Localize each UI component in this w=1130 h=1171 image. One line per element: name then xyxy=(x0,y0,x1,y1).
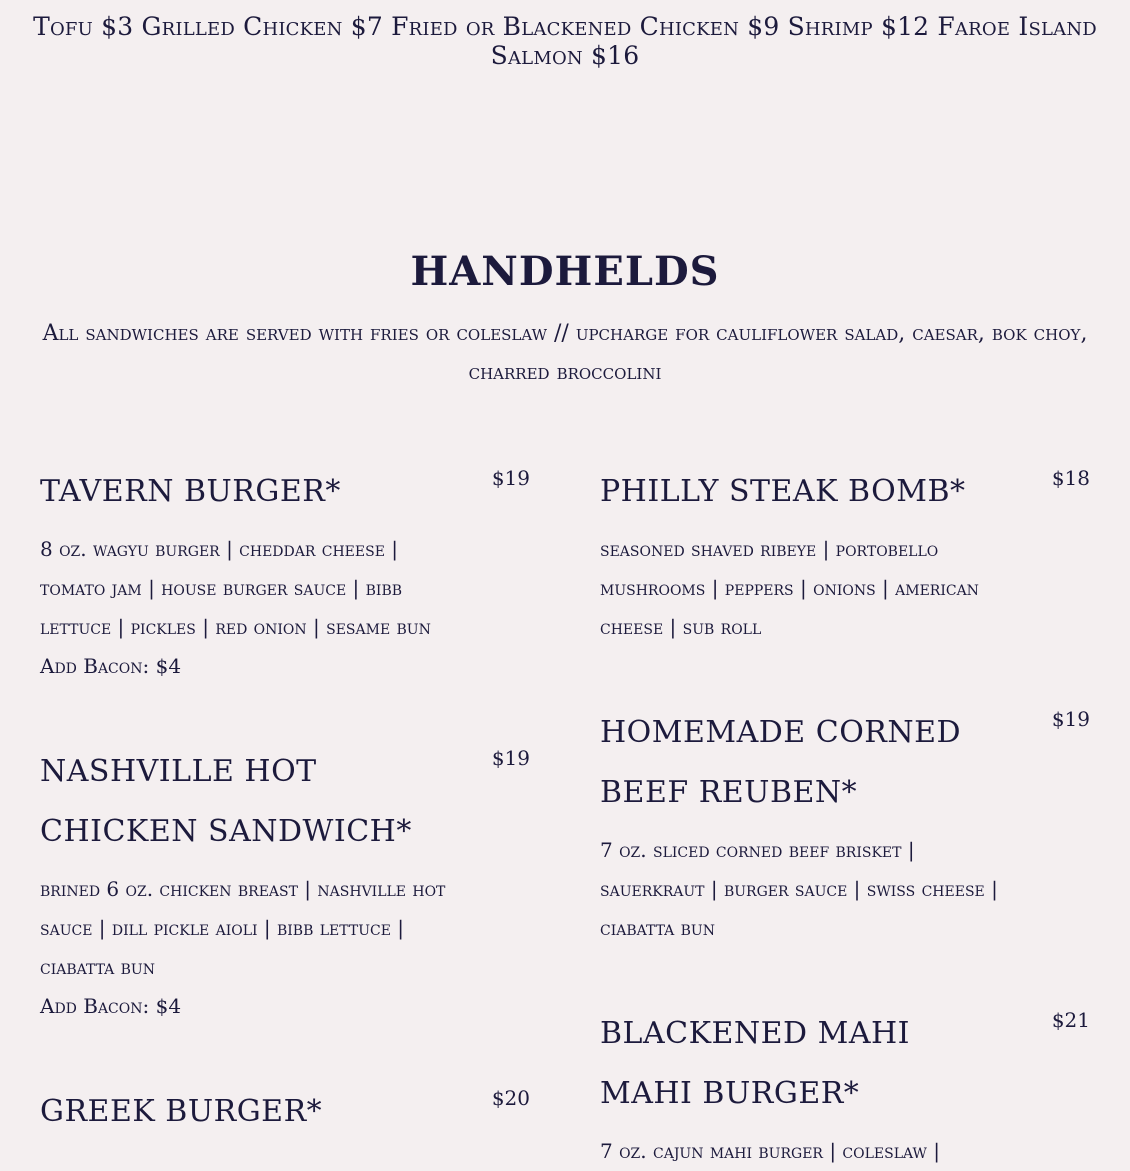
item-name: GREEK BURGER* xyxy=(40,1094,323,1129)
item-price: $18 xyxy=(1051,466,1090,490)
item-price: $21 xyxy=(1051,1008,1090,1032)
menu-item-blackened-mahi-mahi-burger xyxy=(600,1004,1090,1171)
item-name: NASHVILLE HOT CHICKEN SANDWICH* xyxy=(40,754,412,849)
item-price: $19 xyxy=(1051,707,1090,731)
menu-item-greek-burger xyxy=(40,1082,530,1142)
item-price: $19 xyxy=(491,466,530,490)
menu-item-philly-steak-bomb xyxy=(600,462,1090,647)
item-addon: Add Bacon: $4 xyxy=(40,994,182,1018)
item-description: 7 oz. cajun mahi burger | coleslaw | xyxy=(600,1139,941,1163)
menu-column-left xyxy=(40,462,530,1142)
protein-addons-line: Tofu $3 Grilled Chicken $7 Fried or Blackened Chicken $9 Shrimp $12 Faroe Island Salmon $16 xyxy=(33,12,1097,70)
item-name: TAVERN BURGER* xyxy=(40,474,341,509)
item-name: BLACKENED MAHI MAHI BURGER* xyxy=(600,1016,911,1111)
item-description: 8 oz. wagyu burger | cheddar cheese | tomato jam | house burger sauce | bibb lettuce | pickles | red onion | sesame bun xyxy=(40,537,431,639)
menu-column-right xyxy=(600,462,1090,1171)
section-title: HANDHELDS xyxy=(410,248,720,295)
item-description: 7 oz. sliced corned beef brisket | sauerkraut | burger sauce | swiss cheese | ciabatta bun xyxy=(600,838,998,940)
item-description: brined 6 oz. chicken breast | nashville hot sauce | dill pickle aioli | bibb lettuce | ciabatta bun xyxy=(40,877,446,979)
item-name: HOMEMADE CORNED BEEF REUBEN* xyxy=(600,715,962,810)
menu-item-corned-beef-reuben xyxy=(600,703,1090,948)
item-addon: Add Bacon: $4 xyxy=(40,654,182,678)
item-name: PHILLY STEAK BOMB* xyxy=(600,474,966,509)
section-note: All sandwiches are served with fries or coleslaw // upcharge for cauliflower salad, caesar, bok choy, charred broccolini xyxy=(42,321,1088,385)
menu-item-nashville-hot-chicken xyxy=(40,742,530,1026)
item-price: $20 xyxy=(491,1086,530,1110)
item-description: seasoned shaved ribeye | portobello mushrooms | peppers | onions | american cheese | sub roll xyxy=(600,537,979,639)
menu-item-tavern-burger xyxy=(40,462,530,686)
item-price: $19 xyxy=(491,746,530,770)
